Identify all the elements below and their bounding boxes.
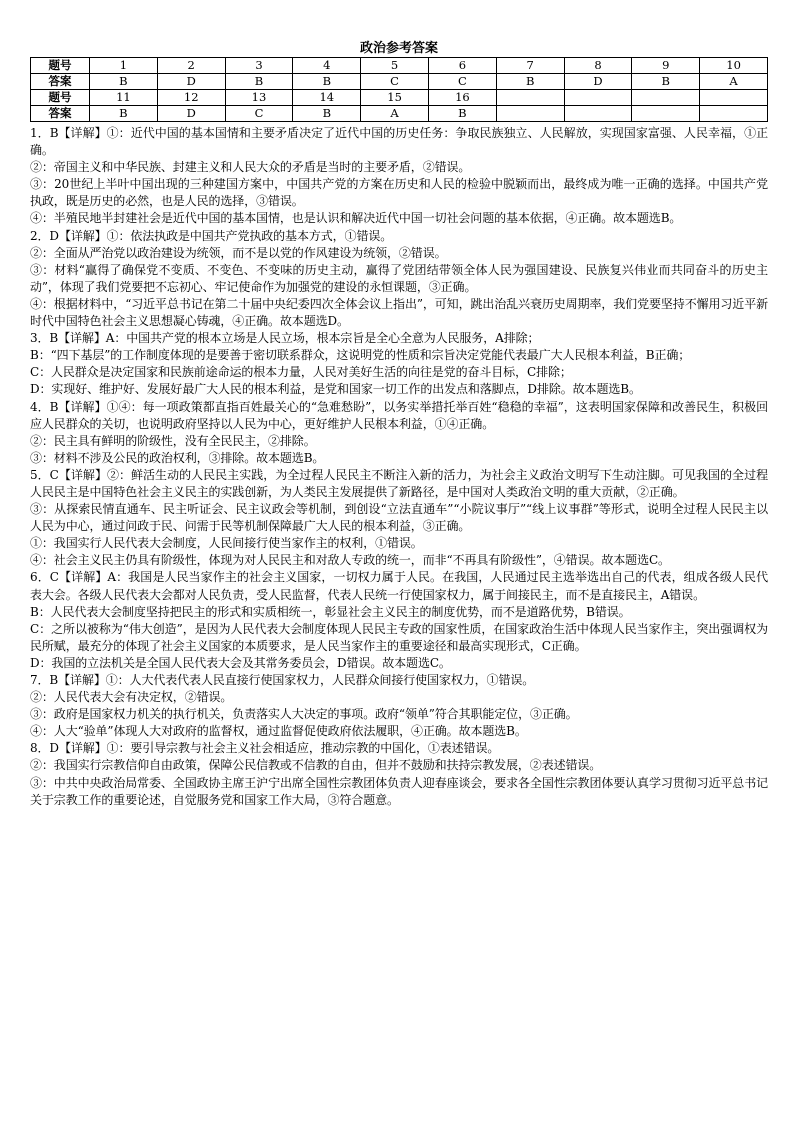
explanation-line: ②：民主具有鲜明的阶级性，没有全民民主，②排除。 — [30, 433, 316, 448]
question-number-cell: 16 — [428, 90, 496, 106]
explanation-line: ③：材料“赢得了确保党不变质、不变色、不变味的历史主动，赢得了党团结带领全体人民为强国建设、民族复兴伟业而共同奋斗的历史主动”，体现了我们党要把不忘初心、牢记使命作为加强党的建设的永恒课题，③正确。 — [30, 262, 768, 294]
question-number-cell — [564, 90, 632, 106]
answer-cell — [564, 106, 632, 122]
question-number-cell: 2 — [157, 58, 225, 74]
explanation-line: D：我国的立法机关是全国人民代表大会及其常务委员会，D错误。故本题选C。 — [30, 655, 451, 670]
answer-cell: B — [293, 74, 361, 90]
explanation-line: ①：我国实行人民代表大会制度，人民间接行使当家作主的权利，①错误。 — [30, 536, 423, 551]
explanation-line: D：实现好、维护好、发展好最广大人民的根本利益，是党和国家一切工作的出发点和落脚点，D排除。故本题选B。 — [30, 382, 641, 397]
explanation-line: 5．C【详解】②：鲜活生动的人民民主实践，为全过程人民民主不断注入新的活力，为社会主义政治文明写下生动注脚。可见我国的全过程人民民主是中国特色社会主义民主的实践创新，为人类民主发展提供了新路径，是中国对人类政治文明的重大贡献，②正确。 — [30, 467, 768, 499]
question-number-cell: 7 — [496, 58, 564, 74]
explanation-line: ②：人民代表大会有决定权，②错误。 — [30, 690, 233, 705]
table-row — [31, 74, 768, 90]
question-number-header: 题号 — [31, 90, 90, 106]
explanation-line: 1．B【详解】①：近代中国的基本国情和主要矛盾决定了近代中国的历史任务：争取民族独立、人民解放，实现国家富强、人民幸福，①正确。 — [30, 126, 768, 158]
explanation-line: ③：从探索民情直通车、民主听证会、民主议政会等机制，到创设“立法直通车”“小院议事厅”“线上议事群”等形式，说明全过程人民民主以人民为中心，通过问政于民、问需于民等机制保障最广大人民的根本利益，③正确。 — [30, 502, 768, 534]
explanation-line: B：人民代表大会制度坚持把民主的形式和实质相统一，彰显社会主义民主的制度优势，而不是道路优势，B错误。 — [30, 604, 631, 619]
explanation-line: C：之所以被称为“伟大创造”，是因为人民代表大会制度体现人民民主专政的国家性质，在国家政治生活中体现人民当家作主，突出强调权为民所赋，最充分的体现了社会主义国家的本质要求，是人民当家作主的重要途径和最高实现形式，C正确。 — [30, 621, 768, 653]
explanation-line: ④：半殖民地半封建社会是近代中国的基本国情，也是认识和解决近代中国一切社会问题的基本依据，④正确。故本题选B。 — [30, 211, 682, 226]
explanation-line: ④：人大“验单”体现人大对政府的监督权，通过监督促使政府依法履职，④正确。故本题选B。 — [30, 724, 527, 739]
explanations — [30, 125, 768, 809]
question-number-cell: 8 — [564, 58, 632, 74]
question-number-cell: 13 — [225, 90, 293, 106]
answer-cell: B — [293, 106, 361, 122]
question-number-cell: 10 — [700, 58, 768, 74]
question-number-cell: 14 — [293, 90, 361, 106]
answer-cell: D — [157, 74, 225, 90]
answer-header: 答案 — [31, 106, 90, 122]
answer-document — [30, 0, 768, 809]
explanation-line: 2．D【详解】①：依法执政是中国共产党执政的基本方式，①错误。 — [30, 228, 393, 243]
explanation-line: ②：全面从严治党以政治建设为统领，而不是以党的作风建设为统领，②错误。 — [30, 245, 447, 260]
question-number-cell: 5 — [361, 58, 429, 74]
question-number-header: 题号 — [31, 58, 90, 74]
explanation-line: B：“四下基层”的工作制度体现的是要善于密切联系群众，这说明党的性质和宗旨决定党能代表最广大人民根本利益，B正确； — [30, 348, 691, 363]
answer-cell: B — [90, 74, 158, 90]
explanation-line: ③：中共中央政治局常委、全国政协主席王沪宁出席全国性宗教团体负责人迎春座谈会，要求各全国性宗教团体要认真学习贯彻习近平总书记关于宗教工作的重要论述，自觉服务党和国家工作大局，③符合题意。 — [30, 775, 768, 807]
question-number-cell: 12 — [157, 90, 225, 106]
explanation-line: ②：帝国主义和中华民族、封建主义和人民大众的矛盾是当时的主要矛盾，②错误。 — [30, 160, 471, 175]
question-number-cell: 9 — [632, 58, 700, 74]
answer-cell — [632, 106, 700, 122]
answer-cell: D — [157, 106, 225, 122]
explanation-line: 4．B【详解】①④：每一项政策都直指百姓最关心的“急难愁盼”，以务实举措托举百姓“稳稳的幸福”，这表明国家保障和改善民生，积极回应人民群众的关切，也说明政府坚持以人民为中心，更好维护人民根本利益，①④正确。 — [30, 399, 768, 431]
table-row — [31, 90, 768, 106]
answer-cell: B — [428, 106, 496, 122]
explanation-line: C：人民群众是决定国家和民族前途命运的根本力量，人民对美好生活的向往是党的奋斗目标，C排除； — [30, 365, 572, 380]
answer-cell: C — [225, 106, 293, 122]
answer-cell: B — [225, 74, 293, 90]
answer-cell: A — [361, 106, 429, 122]
answer-cell: B — [632, 74, 700, 90]
question-number-cell: 15 — [361, 90, 429, 106]
explanation-line: ③：20世纪上半叶中国出现的三种建国方案中，中国共产党的方案在历史和人民的检验中脱颖而出，最终成为唯一正确的选择。中国共产党执政，既是历史的必然，也是人民的选择，③错误。 — [30, 177, 768, 209]
explanation-line: 7．B【详解】①：人大代表代表人民直接行使国家权力，人民群众间接行使国家权力，①错误。 — [30, 673, 535, 687]
answer-cell: D — [564, 74, 632, 90]
table-row — [31, 58, 768, 74]
answer-table — [30, 57, 768, 122]
question-number-cell: 4 — [293, 58, 361, 74]
table-row — [31, 106, 768, 122]
question-number-cell — [496, 90, 564, 106]
answer-header: 答案 — [31, 74, 90, 90]
explanation-line: 3．B【详解】A：中国共产党的根本立场是人民立场，根本宗旨是全心全意为人民服务，A排除； — [30, 331, 540, 346]
answer-cell: C — [361, 74, 429, 90]
question-number-cell: 11 — [90, 90, 158, 106]
explanation-line: ③：政府是国家权力机关的执行机关，负责落实人大决定的事项。政府“领单”符合其职能定位，③正确。 — [30, 707, 578, 722]
answer-cell: B — [496, 74, 564, 90]
explanation-line: 6．C【详解】A：我国是人民当家作主的社会主义国家，一切权力属于人民。在我国，人民通过民主选举选出自己的代表，组成各级人民代表大会。各级人民代表大会都对人民负责，受人民监督，代表人民统一行使国家权力，属于间接民主，而不是直接民主，A错误。 — [30, 570, 768, 602]
explanation-line: ④：社会主义民主仍具有阶级性，体现为对人民民主和对敌人专政的统一，而非“不再具有阶级性”，④错误。故本题选C。 — [30, 553, 670, 568]
answer-cell: C — [428, 74, 496, 90]
answer-cell — [700, 106, 768, 122]
explanation-line: ②：我国实行宗教信仰自由政策，保障公民信教或不信教的自由，但并不鼓励和扶持宗教发展，②表述错误。 — [30, 758, 602, 773]
answer-cell: A — [700, 74, 768, 90]
answer-cell: B — [90, 106, 158, 122]
page-title: 政治参考答案 — [359, 41, 438, 56]
question-number-cell — [632, 90, 700, 106]
explanation-line: ③：材料不涉及公民的政治权利，③排除。故本题选B。 — [30, 450, 325, 465]
question-number-cell: 3 — [225, 58, 293, 74]
explanation-line: 8．D【详解】①：要引导宗教与社会主义社会相适应，推动宗教的中国化，①表述错误。 — [30, 741, 500, 756]
question-number-cell: 6 — [428, 58, 496, 74]
question-number-cell — [700, 90, 768, 106]
question-number-cell: 1 — [90, 58, 158, 74]
answer-cell — [496, 106, 564, 122]
explanation-line: ④：根据材料中，“习近平总书记在第二十届中央纪委四次全体会议上指出”，可知，跳出治乱兴衰历史周期率，我们党要坚持不懈用习近平新时代中国特色社会主义思想凝心铸魂，④正确。故本题选D。 — [30, 296, 768, 329]
